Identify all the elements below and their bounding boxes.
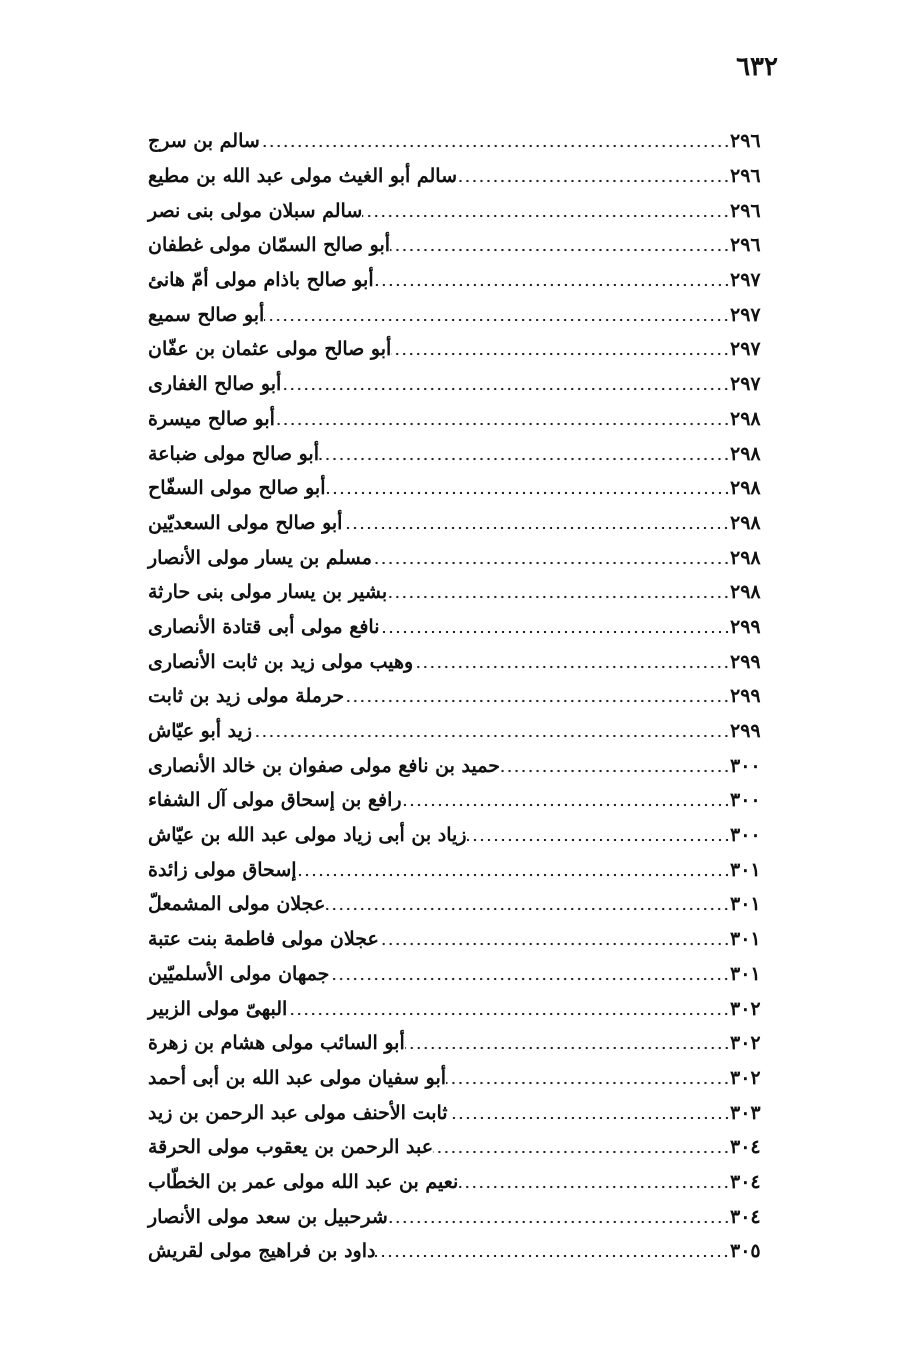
entry-name: ثابت الأحنف مولى عبد الرحمن بن زيد bbox=[148, 1101, 448, 1124]
entry-page-number: ٢٩٧ bbox=[730, 373, 761, 396]
dot-leader bbox=[326, 491, 730, 495]
entry-name: داود بن فراهيج مولى لقريش bbox=[148, 1240, 376, 1263]
dot-leader bbox=[329, 977, 730, 981]
entry-name: حرملة مولى زيد بن ثابت bbox=[148, 685, 345, 708]
index-entry bbox=[140, 991, 800, 1026]
entry-page-number: ٢٩٨ bbox=[730, 442, 761, 465]
entry-page-number: ٢٩٩ bbox=[730, 615, 761, 638]
dot-leader bbox=[374, 283, 730, 287]
entry-page-number: ٣٠٠ bbox=[730, 824, 761, 847]
entry-name: مسلم بن يسار مولى الأنصار bbox=[148, 546, 372, 569]
dot-leader bbox=[281, 387, 730, 391]
entry-name: أبو صالح ميسرة bbox=[148, 407, 275, 430]
entry-name: سالم بن سرج bbox=[148, 130, 260, 153]
dot-leader bbox=[260, 144, 730, 148]
entry-page-number: ٣٠٣ bbox=[730, 1101, 761, 1124]
entry-name: نعيم بن عبد الله مولى عمر بن الخطّاب bbox=[148, 1170, 459, 1193]
entry-name: أبو سفيان مولى عبد الله بن أبى أحمد bbox=[148, 1066, 447, 1089]
index-entry bbox=[140, 644, 800, 679]
entry-page-number: ٣٠٢ bbox=[730, 1032, 761, 1055]
index-entry bbox=[140, 714, 800, 749]
entry-name: شرحبيل بن سعد مولى الأنصار bbox=[148, 1205, 388, 1228]
index-entry bbox=[140, 159, 800, 194]
entry-page-number: ٣٠١ bbox=[730, 962, 761, 985]
dot-leader bbox=[500, 769, 730, 773]
entry-name: أبو صالح مولى ضباعة bbox=[148, 442, 319, 465]
entry-page-number: ٢٩٦ bbox=[730, 234, 761, 257]
index-entry bbox=[140, 506, 800, 541]
dot-leader bbox=[252, 734, 730, 738]
index-entry bbox=[140, 610, 800, 645]
dot-leader bbox=[319, 457, 730, 461]
dot-leader bbox=[275, 422, 730, 426]
dot-leader bbox=[390, 248, 730, 252]
index-entry bbox=[140, 540, 800, 575]
index-entry bbox=[140, 1061, 800, 1096]
entry-page-number: ٣٠٢ bbox=[730, 997, 761, 1020]
entry-page-number: ٢٩٩ bbox=[730, 685, 761, 708]
entry-page-number: ٣٠٤ bbox=[730, 1205, 761, 1228]
index-entry bbox=[140, 367, 800, 402]
entry-name: جمهان مولى الأسلميّين bbox=[148, 962, 330, 985]
index-entry bbox=[140, 124, 800, 159]
entry-name: رافع بن إسحاق مولى آل الشفاء bbox=[148, 789, 402, 812]
entry-page-number: ٢٩٨ bbox=[730, 477, 761, 500]
dot-leader bbox=[297, 873, 730, 877]
index-entry bbox=[140, 1199, 800, 1234]
index-entry bbox=[140, 1234, 800, 1269]
entry-name: البهىّ مولى الزبير bbox=[148, 997, 288, 1020]
entry-name: أبو صالح مولى السعديّين bbox=[148, 511, 343, 534]
index-entry bbox=[140, 957, 800, 992]
entry-page-number: ٣٠١ bbox=[730, 928, 761, 951]
entry-page-number: ٢٩٨ bbox=[730, 511, 761, 534]
entry-name: عجلان مولى فاطمة بنت عتبة bbox=[148, 928, 379, 951]
entry-page-number: ٣٠٠ bbox=[730, 789, 761, 812]
dot-leader bbox=[387, 595, 730, 599]
entry-name: أبو صالح مولى السفّاح bbox=[148, 477, 326, 500]
entry-name: سالم أبو الغيث مولى عبد الله بن مطيع bbox=[148, 165, 458, 188]
dot-leader bbox=[391, 352, 730, 356]
entry-page-number: ٢٩٦ bbox=[730, 130, 761, 153]
entry-name: عجلان مولى المشمعلّ bbox=[148, 893, 326, 916]
dot-leader bbox=[405, 1046, 730, 1050]
dot-leader bbox=[287, 1012, 730, 1016]
dot-leader bbox=[372, 561, 730, 565]
entry-name: إسحاق مولى زائدة bbox=[148, 858, 297, 881]
index-list bbox=[140, 124, 800, 1269]
entry-page-number: ٢٩٩ bbox=[730, 650, 761, 673]
dot-leader bbox=[342, 526, 730, 530]
dot-leader bbox=[388, 1220, 730, 1224]
index-entry bbox=[140, 228, 800, 263]
entry-page-number: ٢٩٦ bbox=[730, 199, 761, 222]
entry-name: وهيب مولى زيد بن ثابت الأنصارى bbox=[148, 650, 414, 673]
index-entry bbox=[140, 1130, 800, 1165]
entry-name: أبو صالح باذام مولى أمّ هانئ bbox=[148, 269, 374, 292]
entry-page-number: ٢٩٨ bbox=[730, 407, 761, 430]
index-entry bbox=[140, 1165, 800, 1200]
entry-name: نافع مولى أبى قتادة الأنصارى bbox=[148, 615, 380, 638]
entry-name: زياد بن أبى زياد مولى عبد الله بن عيّاش bbox=[148, 824, 467, 847]
index-entry bbox=[140, 263, 800, 298]
entry-page-number: ٣٠٥ bbox=[730, 1240, 761, 1263]
dot-leader bbox=[325, 907, 730, 911]
entry-page-number: ٣٠٤ bbox=[730, 1136, 761, 1159]
index-entry bbox=[140, 332, 800, 367]
entry-page-number: ٢٩٧ bbox=[730, 303, 761, 326]
index-entry bbox=[140, 471, 800, 506]
entry-name: بشير بن يسار مولى بنى حارثة bbox=[148, 581, 388, 604]
dot-leader bbox=[448, 1116, 730, 1120]
index-entry bbox=[140, 402, 800, 437]
entry-page-number: ٣٠٢ bbox=[730, 1066, 761, 1089]
page-number: ٦٣٢ bbox=[736, 52, 778, 82]
entry-page-number: ٣٠٤ bbox=[730, 1170, 761, 1193]
entry-name: أبو صالح سميع bbox=[148, 303, 265, 326]
entry-name: أبو صالح السمّان مولى غطفان bbox=[148, 234, 391, 257]
dot-leader bbox=[375, 1254, 730, 1258]
dot-leader bbox=[458, 1185, 730, 1189]
dot-leader bbox=[344, 699, 730, 703]
entry-page-number: ٢٩٦ bbox=[730, 165, 761, 188]
index-entry bbox=[140, 436, 800, 471]
index-entry bbox=[140, 818, 800, 853]
entry-page-number: ٢٩٧ bbox=[730, 269, 761, 292]
dot-leader bbox=[467, 838, 730, 842]
index-entry bbox=[140, 748, 800, 783]
entry-name: حميد بن نافع مولى صفوان بن خالد الأنصارى bbox=[148, 754, 500, 777]
entry-page-number: ٢٩٨ bbox=[730, 546, 761, 569]
index-entry bbox=[140, 193, 800, 228]
dot-leader bbox=[402, 803, 730, 807]
index-entry bbox=[140, 1026, 800, 1061]
dot-leader bbox=[446, 1081, 730, 1085]
entry-page-number: ٢٩٧ bbox=[730, 338, 761, 361]
index-entry bbox=[140, 783, 800, 818]
entry-page-number: ٣٠١ bbox=[730, 858, 761, 881]
index-entry bbox=[140, 1095, 800, 1130]
dot-leader bbox=[264, 318, 730, 322]
entry-name: سالم سبلان مولى بنى نصر bbox=[148, 199, 363, 222]
entry-name: أبو السائب مولى هشام بن زهرة bbox=[148, 1032, 405, 1055]
dot-leader bbox=[433, 1150, 730, 1154]
entry-name: أبو صالح الغفارى bbox=[148, 373, 282, 396]
index-entry bbox=[140, 887, 800, 922]
dot-leader bbox=[362, 214, 730, 218]
entry-page-number: ٣٠١ bbox=[730, 893, 761, 916]
index-entry bbox=[140, 679, 800, 714]
dot-leader bbox=[380, 630, 731, 634]
entry-page-number: ٣٠٠ bbox=[730, 754, 761, 777]
index-entry bbox=[140, 852, 800, 887]
dot-leader bbox=[457, 179, 730, 183]
index-entry bbox=[140, 922, 800, 957]
entry-name: زيد أبو عيّاش bbox=[148, 720, 253, 743]
entry-page-number: ٢٩٨ bbox=[730, 581, 761, 604]
entry-name: عبد الرحمن بن يعقوب مولى الحرقة bbox=[148, 1136, 434, 1159]
index-entry bbox=[140, 575, 800, 610]
dot-leader bbox=[413, 665, 730, 669]
entry-name: أبو صالح مولى عثمان بن عفّان bbox=[148, 338, 392, 361]
index-entry bbox=[140, 297, 800, 332]
entry-page-number: ٢٩٩ bbox=[730, 720, 761, 743]
dot-leader bbox=[379, 942, 730, 946]
